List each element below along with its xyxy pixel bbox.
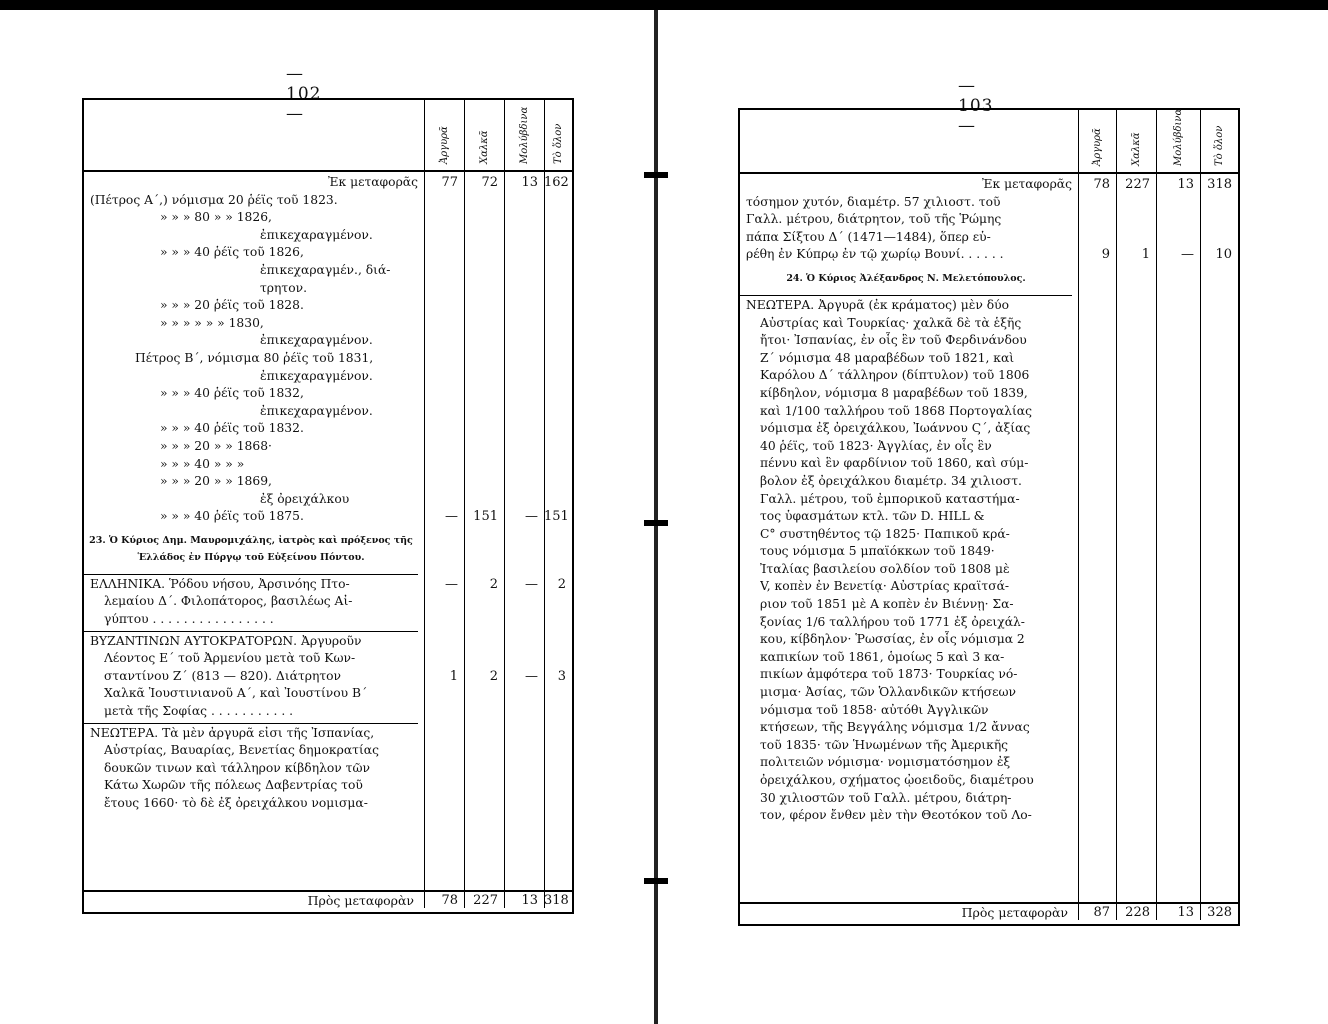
column-header: [1156, 110, 1201, 172]
line-text: πάπα Σίξτου Δ΄ (1471—1484), ὅπερ εὑ-: [746, 229, 991, 244]
text-line: [740, 631, 1238, 649]
column-rule: [464, 892, 465, 908]
cell-value: —: [525, 668, 538, 684]
line-text: V, κοπὲν ἐν Βενετίᾳ· Αὐστρίας κραϊτσά-: [760, 579, 1010, 594]
column-rule: [1156, 904, 1157, 920]
entry-separator: [84, 574, 418, 575]
line-text: ΒΥΖΑΝΤΙΝΩΝ ΑΥΤΟΚΡΑΤΟΡΩΝ. Ἀργυροῦν: [90, 633, 362, 648]
line-text: ξονίας 1/6 ταλλήρου τοῦ 1771 ἐξ ὀρειχάλ-: [760, 614, 1025, 629]
cell-value: 2: [557, 576, 566, 592]
cell-value: 227: [1125, 177, 1150, 192]
cell-value: 318: [1207, 177, 1232, 192]
text-line: [84, 508, 572, 526]
carry-forward-value: 13: [521, 893, 538, 908]
cell-value: 151: [544, 509, 569, 525]
text-line: [84, 456, 572, 474]
line-text: λεμαίου Δ΄. Φιλοπάτορος, βασιλέως Αἰ-: [104, 594, 353, 609]
column-header: [464, 100, 505, 170]
table-body: [84, 174, 572, 813]
column-rule: [1200, 904, 1201, 920]
text-line: [740, 702, 1238, 720]
line-text: Χαλκᾶ Ἰουστινιανοῦ Α΄, καὶ Ἰουστίνου Β΄: [104, 686, 368, 701]
cell-value: —: [525, 576, 538, 592]
cell-value: 151: [473, 509, 498, 525]
line-text: τος ὑφασμάτων κτλ. τῶν D. HILL &: [760, 509, 985, 524]
page-number: — 103 —: [958, 76, 994, 136]
text-line: [84, 244, 572, 262]
line-text: Ἐκ μεταφορᾶς: [982, 177, 1072, 191]
text-line: [740, 229, 1238, 247]
text-line: [740, 737, 1238, 755]
text-line: [84, 403, 572, 421]
line-text: ἔτους 1660· τὸ δὲ ἐξ ὀρειχάλκου νομισμα-: [104, 796, 368, 810]
line-text: » » » 40 ῥέϊς τοῦ 1875.: [160, 509, 304, 524]
text-line: [84, 593, 572, 611]
text-line: [84, 777, 572, 795]
carry-forward-value: 227: [473, 893, 498, 908]
text-line: [84, 332, 572, 350]
cell-value: 3: [557, 668, 566, 684]
line-text: C° συστηθέντος τῷ 1825· Παπικοῦ κρά-: [760, 526, 1010, 541]
cell-value: 9: [1101, 247, 1110, 263]
text-line: [740, 614, 1238, 632]
line-text: Ζ΄ νόμισμα 48 μαραβέδων τοῦ 1821, καὶ: [760, 350, 1015, 365]
line-text: ΝΕΩΤΕΡΑ. Τὰ μὲν ἀργυρᾶ εἰσι τῆς Ἰσπανίας,: [90, 725, 375, 740]
text-line: [740, 508, 1238, 526]
line-text: » » » » » » 1830,: [160, 315, 264, 330]
line-text: κτήσεων, τῆς Βεγγάλης νόμισμα 1/2 ἄννας: [760, 720, 1030, 735]
column-header-label: Τὸ ὅλον: [1214, 125, 1225, 166]
page-number: — 102 —: [286, 64, 322, 124]
text-line: [740, 194, 1238, 212]
line-text: δουκῶν τινων καὶ τάλληρον κίβδηλον τῶν: [104, 760, 370, 775]
line-text: » » » 40 ῥέϊς τοῦ 1832.: [160, 421, 304, 436]
carry-forward-value: 328: [1207, 905, 1232, 920]
text-line: [740, 438, 1238, 456]
line-text: » » » 20 » » 1869,: [160, 474, 272, 489]
coin-table: [82, 98, 574, 914]
line-text: 30 χιλιοστῶν τοῦ Γαλλ. μέτρου, διάτρη-: [760, 790, 1012, 805]
text-line: [740, 684, 1238, 702]
line-text: τον, φέρον ἔνθεν μὲν τὴν Θεοτόκον τοῦ Λο-: [760, 808, 1032, 823]
cell-value: 72: [481, 175, 498, 190]
line-text: » » » 80 » » 1826,: [160, 210, 272, 225]
line-text: ΝΕΩΤΕΡΑ. Ἀργυρᾶ (ἐκ κράματος) μὲν δύο: [746, 297, 1010, 312]
text-line: [740, 578, 1238, 596]
text-line: [740, 403, 1238, 421]
cell-value: 77: [441, 175, 458, 190]
carry-forward-value: 228: [1125, 905, 1150, 920]
line-text: ἐπικεχαραγμένον.: [260, 403, 373, 418]
column-header: [1116, 110, 1157, 172]
column-rule: [1116, 904, 1117, 920]
text-line: [84, 703, 572, 721]
spine-mark: [644, 520, 668, 526]
cell-value: 13: [1177, 177, 1194, 192]
cell-value: 162: [544, 175, 569, 190]
line-text: Ἐκ μεταφορᾶς: [328, 175, 418, 189]
column-header: [1200, 110, 1239, 172]
line-text: ὀρειχάλκου, σχήματος ᾠοειδοῦς, διαμέτρου: [760, 773, 1034, 787]
line-text: ρέθη ἐν Κύπρῳ ἐν τῷ χωρίῳ Βουνί. . . . . .: [746, 247, 1004, 262]
cell-value: 10: [1215, 247, 1232, 263]
line-text: Ἰταλίας βασιλείου σολδίον τοῦ 1808 μὲ: [760, 561, 1010, 576]
line-text: ἐξ ὀρειχάλκου: [260, 491, 350, 506]
text-line: [84, 262, 572, 280]
text-line: [740, 297, 1238, 315]
table-body: [740, 176, 1238, 825]
text-line: [740, 596, 1238, 614]
column-header: [1078, 110, 1117, 172]
text-line: [740, 332, 1238, 350]
text-line: [740, 754, 1238, 772]
text-line: [740, 473, 1238, 491]
column-header: [424, 100, 465, 170]
column-header-label: Ἀργυρᾶ: [439, 126, 450, 164]
line-text: Γαλλ. μέτρου, τοῦ ἐμπορικοῦ καταστήμα-: [760, 491, 1020, 506]
cell-value: 13: [521, 175, 538, 190]
line-text: γύπτου . . . . . . . . . . . . . . . .: [104, 612, 274, 627]
text-line: [740, 649, 1238, 667]
line-text: πολιτειῶν νόμισμα· νομισματόσημον ἐξ: [760, 755, 1011, 770]
text-line: [84, 650, 572, 668]
line-text: (Πέτρος Α΄,) νόμισμα 20 ῥέϊς τοῦ 1823.: [90, 192, 338, 207]
text-line: [740, 526, 1238, 544]
line-text: ἤτοι· Ἰσπανίας, ἐν οἷς ἓν τοῦ Φερδινάνδου: [760, 333, 1027, 348]
text-line: [84, 227, 572, 245]
column-header-label: Ἀργυρᾶ: [1092, 128, 1103, 166]
cell-value: 2: [489, 668, 498, 684]
text-line: [740, 543, 1238, 561]
cell-value: —: [445, 576, 458, 592]
line-text: νόμισμα ἐξ ὀρειχάλκου, Ἰωάννου Ϛ΄, ἀξίας: [760, 421, 1031, 436]
line-text: ἐπικεχαραγμέν., διά-: [260, 262, 391, 277]
text-line: [84, 350, 572, 368]
text-line: [740, 385, 1238, 403]
text-line: [740, 719, 1238, 737]
text-line: [84, 192, 572, 210]
text-line: [84, 297, 572, 315]
line-text: τόσημον χυτόν, διαμέτρ. 57 χιλιοστ. τοῦ: [746, 194, 1001, 209]
line-text: » » » 40 » » »: [160, 456, 245, 471]
column-header-label: Μολύβδινα: [519, 106, 530, 164]
line-text: σταντίνου Ζ΄ (813 — 820). Διάτρητον: [104, 668, 342, 683]
line-text: Καρόλου Δ΄ τάλληρον (δίπτυλον) τοῦ 1806: [760, 368, 1030, 383]
column-header: [544, 100, 573, 170]
column-rule: [424, 892, 425, 908]
text-line: [84, 668, 572, 686]
text-line: [740, 666, 1238, 684]
cell-value: 78: [1093, 177, 1110, 192]
column-header-label: Τὸ ὅλον: [553, 123, 564, 164]
entry-separator: [740, 295, 1072, 296]
cell-value: 1: [449, 668, 458, 684]
entry-separator: [84, 723, 418, 724]
text-line: [740, 350, 1238, 368]
carry-forward-label: Πρὸς μεταφορὰν: [961, 905, 1068, 920]
coin-table: [738, 108, 1240, 926]
spine-mark: [644, 878, 668, 884]
line-text: ἐπικεχαραγμένον.: [260, 227, 373, 242]
carry-forward-value: 78: [441, 893, 458, 908]
text-line: [740, 246, 1238, 264]
line-text: καὶ 1/100 ταλλήρου τοῦ 1868 Πορτογαλίας: [760, 403, 1032, 418]
spine-mark: [644, 172, 668, 178]
cell-value: —: [525, 509, 538, 525]
line-text: Πέτρος Β΄, νόμισμα 80 ῥέϊς τοῦ 1831,: [135, 350, 374, 365]
column-rule: [504, 892, 505, 908]
table-header: [740, 110, 1238, 174]
text-line: [740, 315, 1238, 333]
line-text: κου, κίβδηλον· Ῥωσσίας, ἐν οἷς νόμισμα 2: [760, 632, 1025, 647]
carry-forward-row: [84, 890, 572, 910]
carry-forward-value: 13: [1177, 905, 1194, 920]
line-text: τοῦ 1835· τῶν Ἡνωμένων τῆς Ἀμερικῆς: [760, 737, 1009, 752]
line-text: » » » 20 ῥέϊς τοῦ 1828.: [160, 298, 304, 313]
cell-value: —: [445, 509, 458, 525]
text-line: [84, 420, 572, 438]
line-text: μετὰ τῆς Σοφίας . . . . . . . . . . .: [104, 704, 294, 719]
text-line: [740, 790, 1238, 808]
text-line: [84, 491, 572, 509]
line-text: ἐπικεχαραγμένον.: [260, 368, 373, 383]
line-text: νόμισμα τοῦ 1858· αὐτόθι Ἀγγλικῶν: [760, 702, 989, 717]
line-text: Κάτω Χωρῶν τῆς πόλεως Δαβεντρίας τοῦ: [104, 778, 363, 793]
book-spine: [652, 10, 660, 1024]
carry-forward-row: [740, 902, 1238, 922]
text-line: [740, 455, 1238, 473]
line-text: πικίων ἀμφότερα τοῦ 1873· Τουρκίας νό-: [760, 667, 1018, 682]
text-line: [84, 209, 572, 227]
line-text: Γαλλ. μέτρου, διάτρητον, τοῦ τῆς Ῥώμης: [746, 212, 1002, 227]
text-line: [740, 367, 1238, 385]
text-line: [740, 420, 1238, 438]
cell-value: 2: [489, 576, 498, 592]
text-line: [84, 611, 572, 629]
column-header-label: Χαλκᾶ: [479, 130, 490, 164]
text-line: [84, 473, 572, 491]
text-line: [84, 368, 572, 386]
line-text: τους νόμισμα 5 μπαϊόκκων τοῦ 1849·: [760, 544, 995, 559]
line-text: » » » 20 » » 1868·: [160, 438, 272, 453]
line-text: ριον τοῦ 1851 μὲ Α κοπὲν ἐν Βιέννῃ· Σα-: [760, 597, 1014, 612]
text-line: [84, 315, 572, 333]
line-text: μισμα· Ἀσίας, τῶν Ὁλλανδικῶν κτήσεων: [760, 685, 1017, 700]
text-line: [740, 491, 1238, 509]
line-text: 40 ῥέϊς, τοῦ 1823· Ἀγγλίας, ἐν οἷς ἓν: [760, 438, 992, 453]
carry-forward-value: 87: [1093, 905, 1110, 920]
line-text: βολον ἐξ ὀρειχάλκου διαμέτρ. 34 χιλιοστ.: [760, 473, 1022, 488]
text-line: [740, 772, 1238, 790]
carry-forward-label: Πρὸς μεταφορὰν: [307, 893, 414, 908]
text-line: [740, 807, 1238, 825]
line-text: Αὐστρίας, Βαυαρίας, Βενετίας δημοκρατίας: [104, 743, 379, 758]
text-line: [740, 211, 1238, 229]
text-line: [740, 561, 1238, 579]
text-line: [84, 760, 572, 778]
column-header-label: Μολύβδινα: [1173, 108, 1184, 166]
cell-value: 1: [1141, 247, 1150, 263]
text-line: [84, 742, 572, 760]
text-line: [740, 176, 1238, 194]
entry-separator: [84, 631, 418, 632]
line-text: καπικίων τοῦ 1861, ὁμοίως 5 καὶ 3 κα-: [760, 649, 1005, 664]
column-rule: [1078, 904, 1079, 920]
text-line: [84, 280, 572, 298]
column-rule: [544, 892, 545, 908]
scan-top-border: [0, 0, 1328, 10]
section-heading: 23. Ὁ Κύριος Δημ. Μαυρομιχάλης, ἰατρὸς καὶ πρόξενος τῆς Ἑλλάδος ἐν Πύργῳ τοῦ Εὐξείνου Πόντου.: [89, 534, 413, 563]
line-text: » » » 40 ῥέϊς τοῦ 1832,: [160, 386, 304, 401]
column-header-label: Χαλκᾶ: [1131, 132, 1142, 166]
line-text: πέννυ καὶ ἓν φαρδίνιον τοῦ 1860, καὶ σύμ-: [760, 456, 1029, 471]
text-line: [84, 685, 572, 703]
line-text: Λέοντος Ε΄ τοῦ Ἀρμενίου μετὰ τοῦ Κων-: [104, 651, 356, 666]
carry-forward-value: 318: [544, 893, 569, 908]
line-text: κίβδηλον, νόμισμα 8 μαραβέδων τοῦ 1839,: [760, 385, 1028, 400]
text-line: [84, 576, 572, 594]
column-header: [504, 100, 545, 170]
line-text: ΕΛΛΗΝΙΚΑ. Ῥόδου νήσου, Ἀρσινόης Πτο-: [90, 576, 350, 591]
text-line: [84, 174, 572, 192]
text-line: [84, 438, 572, 456]
text-line: [84, 795, 572, 813]
cell-value: —: [1181, 247, 1194, 263]
line-text: τρητον.: [260, 280, 307, 295]
text-line: [84, 633, 572, 651]
line-text: ἐπικεχαραγμένον.: [260, 333, 373, 348]
table-header: [84, 100, 572, 172]
text-line: [84, 725, 572, 743]
section-heading: 24. Ὁ Κύριος Ἀλέξανδρος Ν. Μελετόπουλος.: [786, 272, 1026, 284]
line-text: » » » 40 ῥέϊς τοῦ 1826,: [160, 245, 304, 260]
text-line: [84, 385, 572, 403]
line-text: Αὐστρίας καὶ Τουρκίας· χαλκᾶ δὲ τὰ ἑξῆς: [760, 315, 1022, 330]
